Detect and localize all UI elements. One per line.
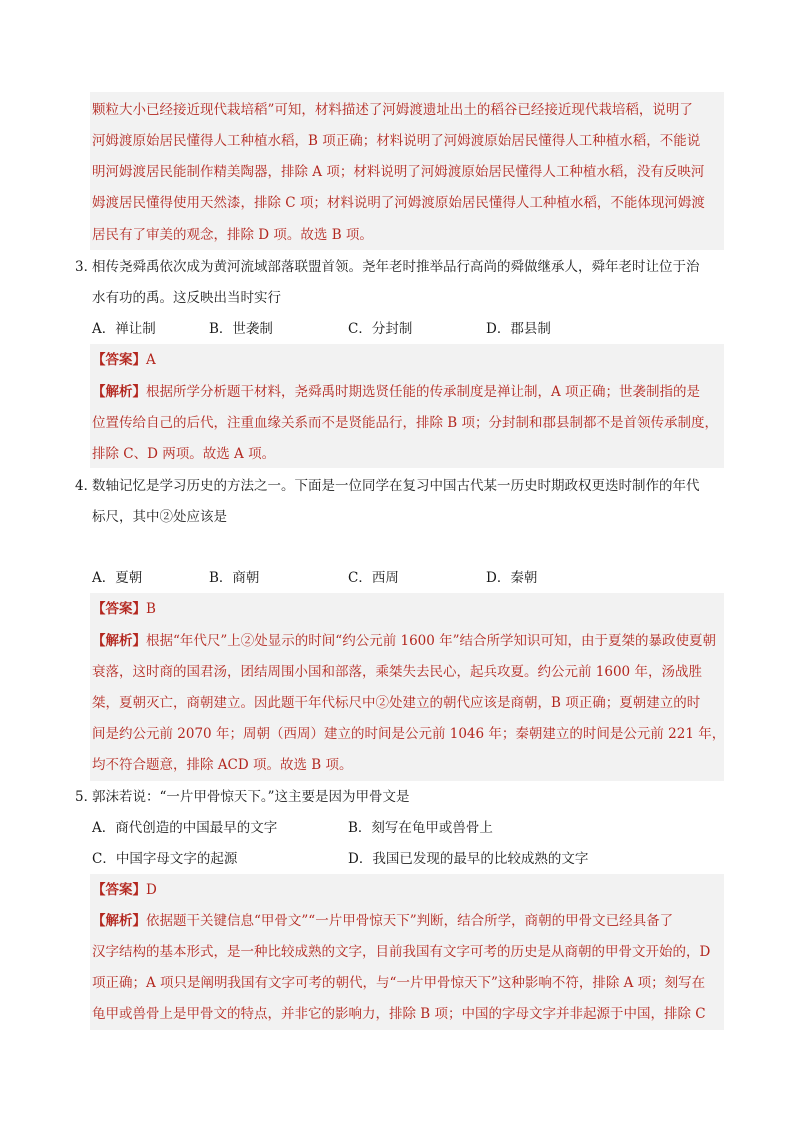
- answer-value: D: [146, 882, 157, 898]
- question-stem: 数轴记忆是学习历史的方法之一。下面是一位同学在复习中国古代某一历史时期政权更迭时制作的年代: [92, 478, 700, 494]
- analysis-line: 排除 C、D 两项。故选 A 项。: [92, 446, 276, 462]
- answer-value: B: [146, 601, 156, 617]
- answer-line: [92, 880, 157, 900]
- option-b: B．刻写在龟甲或兽骨上: [348, 820, 493, 836]
- answer-tag: 【答案】: [92, 352, 146, 368]
- answer-tag: 【答案】: [92, 601, 146, 617]
- answer-line: [92, 599, 156, 619]
- prev-analysis-line: 明河姆渡居民能制作精美陶器，排除 A 项；材料说明了河姆渡原始居民懂得人工种植水稻，没有反映河: [92, 164, 705, 180]
- analysis-text: 依据题干关键信息“甲骨文”“一片甲骨惊天下”判断，结合所学，商朝的甲骨文已经具备了: [146, 913, 674, 929]
- option-a: A．夏朝: [92, 570, 143, 586]
- option-b: B．世袭制: [209, 321, 273, 337]
- question-stem: 水有功的禹。这反映出当时实行: [92, 290, 281, 306]
- analysis-line: [92, 911, 673, 931]
- answer-highlight: [90, 593, 724, 781]
- option-c: C．中国字母文字的起源: [92, 851, 238, 867]
- option-c: C．分封制: [348, 321, 413, 337]
- option-d: D．郡县制: [486, 321, 551, 337]
- answer-value: A: [146, 352, 156, 368]
- prev-analysis-line: 颗粒大小已经接近现代栽培稻”可知，材料描述了河姆渡遗址出土的稻谷已经接近现代栽培稻，说明了: [92, 102, 693, 118]
- analysis-tag: 【解析】: [92, 913, 146, 929]
- analysis-line: 位置传给自己的后代，注重血缘关系而不是贤能品行，排除 B 项；分封制和郡县制都不是首领传承制度，: [92, 415, 719, 431]
- analysis-line: [92, 631, 716, 651]
- question-number: 5．: [75, 789, 98, 805]
- answer-tag: 【答案】: [92, 882, 146, 898]
- question-number: 3．: [75, 259, 98, 275]
- analysis-line: 间是约公元前 2070 年；周朝（西周）建立的时间是公元前 1046 年；秦朝建立的时间是公元前 221 年，: [92, 726, 726, 742]
- option-a: A．商代创造的中国最早的文字: [92, 820, 278, 836]
- prev-analysis-line: 居民有了审美的观念，排除 D 项。故选 B 项。: [92, 227, 373, 243]
- option-d: D．秦朝: [486, 570, 538, 586]
- analysis-line: 项正确；A 项只是阐明我国有文字可考的朝代，与“一片甲骨惊天下”这种影响不符，排除 A 项；刻写在: [92, 975, 706, 991]
- question-stem: 相传尧舜禹依次成为黄河流域部落联盟首领。尧年老时推举品行高尚的舜做继承人，舜年老时让位于治: [92, 259, 700, 275]
- option-a: A．禅让制: [92, 321, 156, 337]
- question-stem: 郭沫若说：“一片甲骨惊天下。”这主要是因为甲骨文是: [92, 789, 410, 805]
- analysis-tag: 【解析】: [92, 633, 146, 649]
- prev-analysis-line: 河姆渡原始居民懂得人工种植水稻，B 项正确；材料说明了河姆渡原始居民懂得人工种植水稻，不能说: [92, 133, 701, 149]
- question-stem: 标尺，其中②处应该是: [92, 509, 227, 525]
- analysis-line: [92, 382, 700, 402]
- answer-line: [92, 350, 156, 370]
- analysis-tag: 【解析】: [92, 384, 146, 400]
- analysis-line: 龟甲或兽骨上是甲骨文的特点，并非它的影响力，排除 B 项；中国的字母文字并非起源于中国，排除 C: [92, 1006, 706, 1022]
- analysis-line: 衰落，这时商的国君汤，团结周围小国和部落，乘桀失去民心，起兵攻夏。约公元前 1600 年，汤战胜: [92, 664, 702, 680]
- option-b: B．商朝: [209, 570, 260, 586]
- analysis-line: 均不符合题意，排除 ACD 项。故选 B 项。: [92, 757, 353, 773]
- analysis-line: 汉字结构的基本形式，是一种比较成熟的文字，目前我国有文字可考的历史是从商朝的甲骨文开始的，D: [92, 944, 711, 960]
- option-c: C．西周: [348, 570, 399, 586]
- option-d: D．我国已发现的最早的比较成熟的文字: [348, 851, 589, 867]
- analysis-line: 桀，夏朝灭亡，商朝建立。因此题干年代标尺中②处建立的朝代应该是商朝，B 项正确；夏朝建立的时: [92, 695, 701, 711]
- question-number: 4．: [75, 478, 98, 494]
- analysis-text: 根据所学分析题干材料，尧舜禹时期选贤任能的传承制度是禅让制，A 项正确；世袭制指的是: [146, 384, 701, 400]
- prev-analysis-line: 姆渡居民懂得使用天然漆，排除 C 项；材料说明了河姆渡原始居民懂得人工种植水稻，不能体现河姆渡: [92, 195, 705, 211]
- analysis-text: 根据“年代尺”上②处显示的时间“约公元前 1600 年”结合所学知识可知，由于夏桀的暴政使夏朝: [146, 633, 717, 649]
